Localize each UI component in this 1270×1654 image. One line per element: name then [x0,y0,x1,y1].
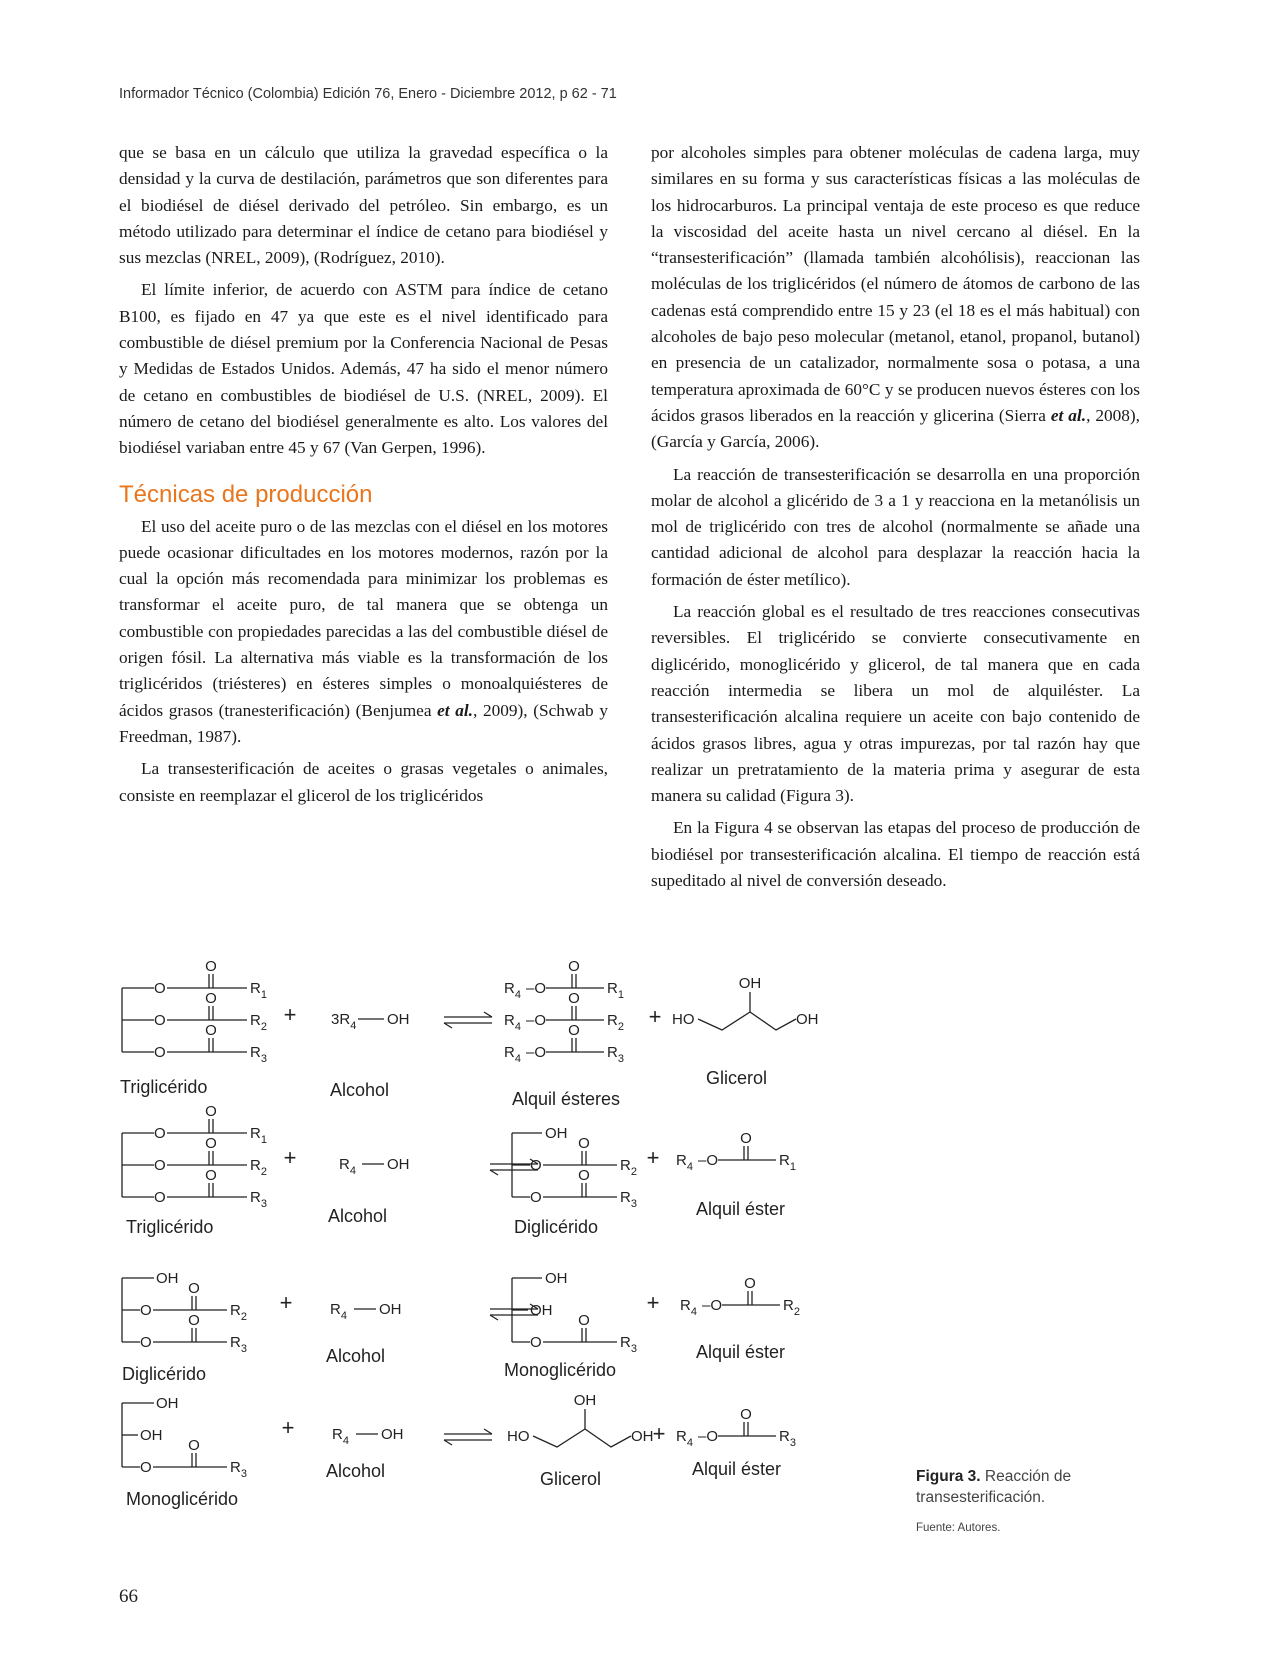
hydroxyl-label: OH [631,1428,654,1445]
ester-oxygen: O [154,1012,166,1029]
product-label: Alquil éster [692,1459,782,1479]
r-group: $R_4$ [339,1156,356,1177]
carbonyl-oxygen: O [744,1275,756,1292]
figure-source: Fuente: Autores. [916,1522,1001,1534]
carbonyl-oxygen: O [188,1280,200,1297]
hydroxyl-label: OH [738,975,762,992]
alcohol-label: Alcohol [330,1080,390,1100]
product-label: Monoglicérido [504,1360,617,1380]
paragraph: La reacción global es el resultado de tres reacciones consecutivas reversibles. El triglicérido se convierte consecutivamente en diglicérido, monoglicérido y glicerol, de tal manera que en cada reacción intermedia se libera un mol de alquiléster. La transesterificación alcalina requiere un aceite con bajo contenido de ácidos grasos libres, agua y otras impurezas, por tal razón hay que realizar un pretratamiento de la materia prima y asegurar de esta manera su calidad (Figura 3). [651,602,1140,806]
hydroxyl-label: OH [140,1427,163,1444]
paragraph: El límite inferior, de acuerdo con ASTM para índice de cetano B100, es fijado en 47 ya que este es el nivel identificado para combustible de diésel premium por la Conferencia Nacional de Pesas y Medidas de Estados Unidos. Además, 47 ha sido el menor número de cetano en combustibles de biodiésel de U.S. (NREL, 2009). El número de cetano del biodiésel generalmente es alto. Los valores del biodiésel variaban entre 45 y 67 (Van Gerpen, 1996). [119,280,608,458]
ester-oxygen: O [530,1334,542,1351]
hydroxyl-label: OH [387,1156,410,1173]
equilibrium-arrow [490,1170,498,1175]
plus-sign: + [646,1145,660,1170]
paragraph: El uso del aceite puro o de las mezclas con el diésel en los motores puede ocasionar dificultades en los motores modernos, razón por la cual la opción más recomendada para minimizar los problemas es transformar el aceite puro, de tal manera que se obtenga un combustible con propiedades parecidas a las del combustible diésel de origen fósil. La alternativa más viable es la transformación de los triglicéridos (triésteres) en ésteres simples o monoalquiésteres de ácidos grasos (tranesterificación) (Benjumea et al., 2009), (Schwab y Freedman, 1987). [119,516,608,746]
plus-sign: + [279,1290,293,1315]
carbonyl-oxygen: O [578,1135,590,1152]
r-group: $R_4$ [676,1428,693,1449]
ester-oxygen: –O [526,1044,547,1061]
hydroxyl-label: HO [672,1011,695,1028]
reactant-label: Triglicérido [126,1217,214,1237]
r-group: $R_4$ [504,980,521,1001]
carbonyl-oxygen: O [568,990,580,1007]
r-group: $R_2$ [607,1012,624,1033]
r-group: $R_4$ [330,1301,347,1322]
equilibrium-arrow [484,1012,492,1017]
figure-caption: Figura 3. Reacción de transesterificación. [916,1468,1072,1506]
paragraph: que se basa en un cálculo que utiliza la gravedad específica o la densidad y la curva de destilación, parámetros que son diferentes para el biodiésel de diésel derivado del petróleo. Sin embargo, es un método utilizado para determinar el índice de cetano para biodiésel y sus mezclas (NREL, 2009), (Rodríguez, 2010). [119,143,608,268]
carbonyl-oxygen: O [205,1135,217,1152]
hydroxyl-label: OH [796,1011,819,1028]
plus-sign: + [646,1290,660,1315]
ester-oxygen: O [530,1157,542,1174]
ester-oxygen: O [140,1302,152,1319]
product-label: Diglicérido [514,1217,599,1237]
ester-oxygen: –O [526,980,547,997]
r-group: $R_4$ [504,1012,521,1033]
r-group: $R_2$ [250,1012,267,1033]
reactant-label: Triglicérido [120,1077,208,1097]
product-label: Glicerol [706,1068,768,1088]
equilibrium-arrow [444,1023,452,1028]
r-group: $R_3$ [779,1428,796,1449]
ester-oxygen: –O [698,1428,719,1445]
carbonyl-oxygen: O [740,1406,752,1423]
running-head: Informador Técnico (Colombia) Edición 76, Enero - Diciembre 2012, p 62 - 71 [119,86,617,102]
r-group: $R_2$ [230,1302,247,1323]
product-label: Alquil éster [696,1342,786,1362]
reactant-label: Monoglicérido [126,1489,239,1509]
product-label: Alquil ésteres [512,1089,621,1109]
carbonyl-oxygen: O [205,960,217,975]
hydroxyl-label: OH [379,1301,402,1318]
plus-sign: + [283,1145,297,1170]
r-group: $R_2$ [620,1157,637,1178]
ester-oxygen: O [154,1125,166,1142]
r-group: $R_1$ [607,980,624,1001]
r-group: $R_1$ [779,1152,796,1173]
carbonyl-oxygen: O [568,1022,580,1039]
product-label: Alquil éster [696,1199,786,1219]
r-group: $R_4$ [676,1152,693,1173]
left-column [119,140,608,809]
ester-oxygen: O [140,1459,152,1476]
ester-oxygen: O [530,1189,542,1206]
plus-sign: + [283,1002,297,1027]
r-group: $R_2$ [250,1157,267,1178]
r-group: $R_3$ [620,1334,637,1355]
carbonyl-oxygen: O [740,1130,752,1147]
alcohol-label: Alcohol [326,1461,386,1481]
glycerol-chain [533,1429,631,1447]
equilibrium-arrow [444,1440,452,1445]
r-group: $R_4$ [332,1426,349,1447]
ester-oxygen: O [140,1334,152,1351]
r-group: $R_1$ [250,980,267,1001]
ester-oxygen: –O [698,1152,719,1169]
r-group: $R_3$ [230,1334,247,1355]
plus-sign: + [648,1004,662,1029]
hydroxyl-label: OH [156,1270,179,1287]
carbonyl-oxygen: O [578,1167,590,1184]
r-group: $R_3$ [250,1044,267,1065]
hydroxyl-label: OH [545,1270,568,1287]
ester-oxygen: O [154,1189,166,1206]
hydroxyl-label: OH [545,1125,568,1142]
alcohol-label: Alcohol [328,1206,388,1226]
section-title: Técnicas de producción [119,480,373,508]
equilibrium-arrow [490,1315,498,1320]
equilibrium-arrow [484,1429,492,1434]
paragraph: La transesterificación de aceites o grasas vegetales o animales, consiste en reemplazar el glicerol de los triglicéridos [119,759,608,805]
r-group: $R_2$ [783,1297,800,1318]
r-group: $R_1$ [250,1125,267,1146]
r-group: $R_3$ [620,1189,637,1210]
right-column [651,140,1140,894]
hydroxyl-label: HO [507,1428,530,1445]
r-group: $R_4$ [504,1044,521,1065]
ester-oxygen: O [154,1157,166,1174]
r-group: $R_3$ [607,1044,624,1065]
carbonyl-oxygen: O [205,1022,217,1039]
carbonyl-oxygen: O [205,1167,217,1184]
plus-sign: + [281,1415,295,1440]
ester-oxygen: O [154,980,166,997]
carbonyl-oxygen: O [188,1437,200,1454]
r-group: $R_3$ [250,1189,267,1210]
product-label: Glicerol [540,1469,602,1489]
carbonyl-oxygen: O [205,1103,217,1120]
glycerol-chain [698,1012,796,1030]
hydroxyl-label: OH [573,1392,597,1409]
page-number: 66 [119,1586,138,1607]
carbonyl-oxygen: O [578,1312,590,1329]
ester-oxygen: O [154,1044,166,1061]
r-group: $R_4$ [680,1297,697,1318]
alcohol-formula: $3R_4$ [331,1011,357,1032]
r-group: $R_3$ [230,1459,247,1480]
carbonyl-oxygen: O [568,960,580,975]
paragraph: por alcoholes simples para obtener moléculas de cadena larga, muy similares en su forma y sus características físicas a las moléculas de los hidrocarburos. La principal ventaja de este proceso es que reduce la viscosidad del aceite hasta un nivel cercano al diésel. En la “transesterificación” (llamada también alcohólisis), reaccionan las moléculas de los triglicéridos (el número de átomos de carbono de las cadenas está comprendido entre 15 y 23 (el 18 es el más habitual) con alcoholes de bajo peso molecular (metanol, etanol, propanol, butanol) en presencia de un catalizador, normalmente sosa o potasa, a una temperatura aproximada de 60°C y se producen nuevos ésteres con los ácidos grasos liberados en la reacción y glicerina (Sierra et al., 2008), (García y García, 2006). [651,143,1140,452]
reactant-label: Diglicérido [122,1364,207,1384]
carbonyl-oxygen: O [205,990,217,1007]
paragraph: La reacción de transesterificación se desarrolla en una proporción molar de alcohol a glicérido de 3 a 1 y reacciona en la metanólisis un mol de triglicérido con tres de alcohol (normalmente se añade una cantidad adicional de alcohol para desplazar la reacción hacia la formación de éster metílico). [651,464,1140,589]
carbonyl-oxygen: O [188,1312,200,1329]
alcohol-label: Alcohol [326,1346,386,1366]
ester-oxygen: –O [526,1012,547,1029]
paragraph: En la Figura 4 se observan las etapas del proceso de producción de biodiésel por transesterificación alcalina. El tiempo de reacción está supeditado al nivel de conversión deseado. [651,818,1140,891]
hydroxyl-label: OH [156,1395,179,1412]
hydroxyl-label: OH [381,1426,404,1443]
plus-sign: + [652,1421,666,1446]
ester-oxygen: –O [702,1297,723,1314]
transesterification-figure [118,960,898,1550]
hydroxyl-label: OH [387,1011,410,1028]
hydroxyl-label: OH [530,1302,553,1319]
